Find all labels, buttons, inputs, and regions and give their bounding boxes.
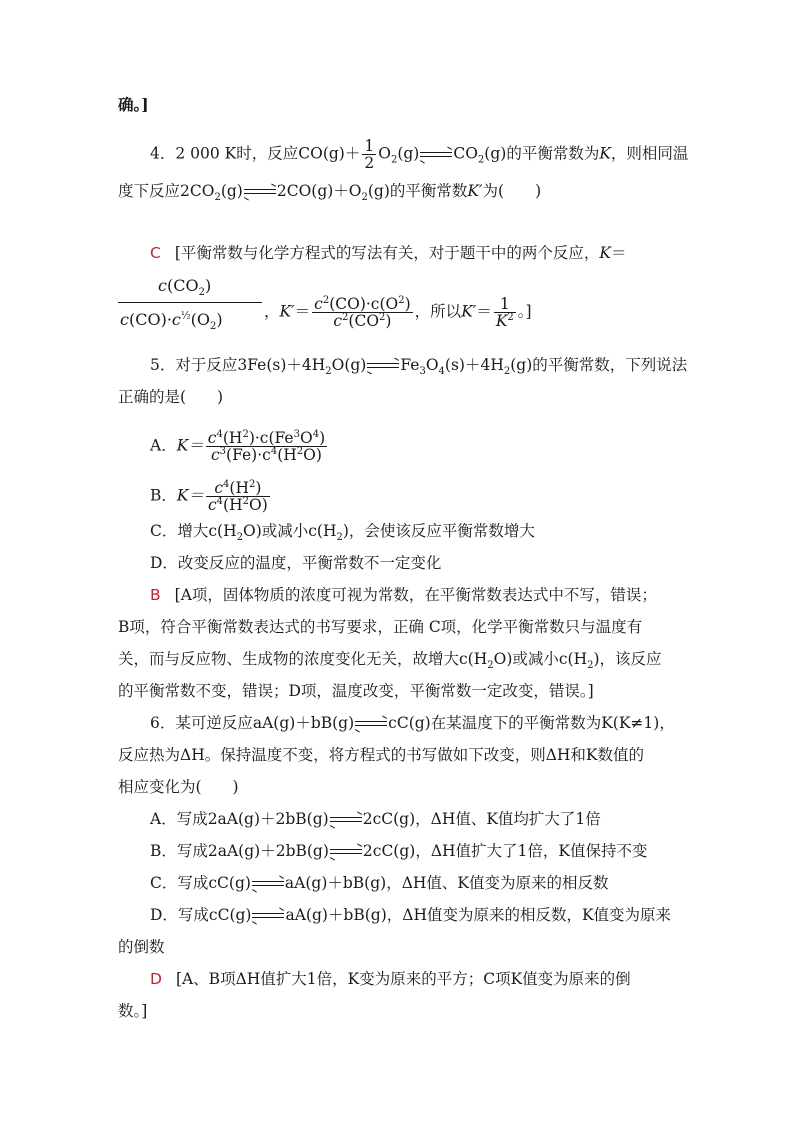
- q6-option-d: D．写成cC(g) aA(g)＋bB(g)，ΔH值变为原来的相反数，K值变为原来: [150, 906, 672, 924]
- q4-answer: C: [150, 244, 161, 262]
- q5-a-fraction: $\frac{c^4(H^2)\cdot c(Fe^3O^4)}{c^3(Fe)\cdot c^4(H^2O)}$: [207, 428, 326, 464]
- equilibrium-arrow-icon: [367, 361, 399, 371]
- q6-line3: 相应变化为( ): [118, 778, 239, 796]
- q6-option-d-cont: 的倒数: [118, 938, 165, 956]
- equilibrium-arrow-icon: [330, 847, 362, 857]
- q6-explanation-line1: D [A、B项ΔH值扩大1倍，K变为原来的平方；C项K值变为原来的倒: [150, 970, 631, 988]
- q6-option-a: A．写成2aA(g)＋2bB(g) 2cC(g)，ΔH值、K值均扩大了1倍: [150, 810, 601, 828]
- q4-explanation-line1: C [平衡常数与化学方程式的写法有关，对于题干中的两个反应，K＝: [150, 244, 627, 262]
- prev-answer-tail: 确。]: [118, 95, 149, 114]
- equilibrium-arrow-icon: [252, 879, 284, 889]
- q4-explanation-line2: ，K′＝ $\frac{c^2(CO)\cdot c(O^2)}{c^2(CO^2)}$ ，所以K′＝ $\frac{1}{K^2}$ 。]: [264, 294, 532, 330]
- q6-line2: 反应热为ΔH。保持温度不变，将方程式的书写做如下改变，则ΔH和K数值的: [118, 746, 645, 764]
- inverse-k-squared-fraction: $\frac{1}{K^2}$: [495, 295, 514, 330]
- q5-explanation-line1: B [A项，固体物质的浓度可视为常数，在平衡常数表达式中不写，错误；: [150, 586, 657, 604]
- q5-b-fraction: $\frac{c^4(H^2)}{c^4(H^2O)}$: [207, 478, 268, 514]
- equilibrium-arrow-icon: [330, 815, 362, 825]
- q5-explanation-line4: 的平衡常数不变，错误；D项，温度改变，平衡常数一定改变，错误。]: [118, 682, 594, 700]
- equilibrium-arrow-icon: [420, 150, 452, 160]
- q6-line1: 6．某可逆反应aA(g)＋bB(g) cC(g)在某温度下的平衡常数为K(K≠1)，: [150, 714, 675, 732]
- q4-line1: 4．2 000 K时，反应CO(g)＋ $\frac{1}{2}$ $O_2(g)$ $CO_2(g)$的平衡常数为K，则相同温: [150, 137, 689, 172]
- q5-explanation-line3: 关，而与反应物、生成物的浓度变化无关，故增大$c(H_2O)$或减小$c(H_2)$，该反应: [118, 650, 662, 672]
- equilibrium-arrow-icon: [252, 911, 284, 921]
- half-fraction: $\frac{1}{2}$: [364, 137, 375, 172]
- q5-option-b: B．K＝ $\frac{c^4(H^2)}{c^4(H^2O)}$: [150, 478, 268, 514]
- q6-option-c: C．写成cC(g) aA(g)＋bB(g)，ΔH值、K值变为原来的相反数: [150, 874, 609, 892]
- q6-option-b: B．写成2aA(g)＋2bB(g) 2cC(g)，ΔH值扩大了1倍，K值保持不变: [150, 842, 648, 860]
- q5-option-a: A．K＝ $\frac{c^4(H^2)\cdot c(Fe^3O^4)}{c^3(Fe)\cdot c^4(H^2O)}$: [150, 428, 326, 464]
- q5-answer: B: [150, 586, 161, 604]
- equilibrium-arrow-icon: [244, 187, 276, 197]
- q5-line1: 5．对于反应$3Fe(s)+4H_2O(g)$ $Fe_3O_4(s)+4H_2(g)$的平衡常数，下列说法: [150, 356, 688, 378]
- q6-answer: D: [150, 970, 162, 988]
- q4-line2: 度下反应$2CO_2(g)$ $2CO(g)+O_2(g)$的平衡常数K′为( ): [118, 182, 542, 204]
- q5-line2: 正确的是( ): [118, 388, 224, 406]
- q6-explanation-line2: 数。]: [118, 1002, 148, 1020]
- q5-option-d: D．改变反应的温度，平衡常数不一定变化: [150, 554, 442, 572]
- equilibrium-arrow-icon: [355, 719, 387, 729]
- kprime-fraction: $\frac{c^2(CO)\cdot c(O^2)}{c^2(CO^2)}$: [314, 294, 411, 330]
- q5-explanation-line2: B项，符合平衡常数表达式的书写要求，正确 C项，化学平衡常数只与温度有: [118, 618, 643, 636]
- q5-option-c: C．增大$c(H_2O)$或减小$c(H_2)$，会使该反应平衡常数增大: [150, 522, 535, 544]
